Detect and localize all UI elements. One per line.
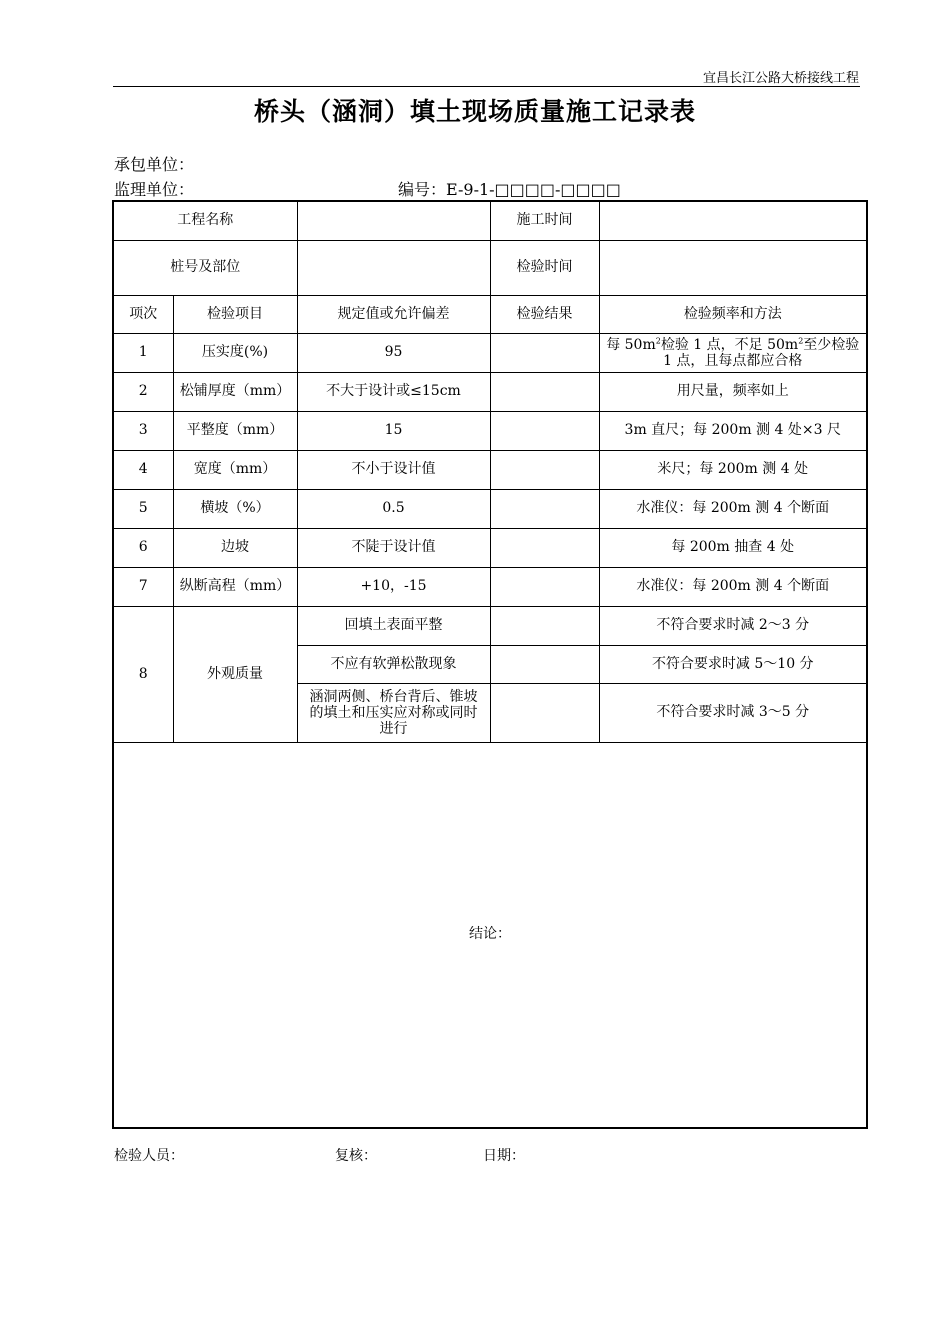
table-row [113,411,867,450]
table-row [113,567,867,606]
conclusion-label: 结论： [469,926,511,943]
spec-value: +10，-15 [297,567,490,606]
result-field[interactable] [490,450,599,489]
result-field[interactable] [490,645,599,683]
info-row-1 [113,201,867,240]
inspection-item: 外观质量 [173,606,297,742]
inspection-method: 不符合要求时减 2～3 分 [599,606,867,645]
station-label: 桩号及部位 [113,240,297,295]
inspection-method: 水准仪：每 200m 测 4 个断面 [599,567,867,606]
spec-value: 不大于设计或≤15cm [297,372,490,411]
inspection-item: 边坡 [173,528,297,567]
table-row [113,489,867,528]
inspection-item: 纵断高程（mm） [173,567,297,606]
table-row [113,372,867,411]
row-number: 7 [113,567,173,606]
contractor-label: 承包单位： [114,155,195,174]
date-label: 日期： [483,1148,525,1164]
row-number: 1 [113,333,173,372]
inspection-time-field[interactable] [599,240,867,295]
inspection-method: 水准仪：每 200m 测 4 个断面 [599,489,867,528]
spec-value: 不陡于设计值 [297,528,490,567]
spec-value: 涵洞两侧、桥台背后、锥坡的填土和压实应对称或同时进行 [297,683,490,742]
table-row [113,450,867,489]
project-name-label: 工程名称 [113,201,297,240]
result-field[interactable] [490,372,599,411]
construction-time-label: 施工时间 [490,201,599,240]
result-field[interactable] [490,489,599,528]
spec-value: 15 [297,411,490,450]
column-header: 规定值或允许偏差 [297,295,490,333]
result-field[interactable] [490,606,599,645]
inspection-method: 3m 直尺；每 200m 测 4 处×3 尺 [599,411,867,450]
project-header: 宜昌长江公路大桥接线工程 [702,71,859,86]
result-field[interactable] [490,411,599,450]
inspection-time-label: 检验时间 [490,240,599,295]
inspection-method: 不符合要求时减 5～10 分 [599,645,867,683]
row-number: 6 [113,528,173,567]
quality-record-table [112,200,868,1129]
document-number: 编号：E-9-1-□□□□-□□□□ [398,180,621,199]
inspection-item: 横坡（%） [173,489,297,528]
inspector-label: 检验人员： [114,1148,184,1164]
inspection-method: 每 $50m^2$检验 1 点，不足 $50m^2$至少检验 1 点，且每点都应合格 [599,333,867,372]
table-row [113,528,867,567]
result-field[interactable] [490,333,599,372]
row-number: 5 [113,489,173,528]
spec-value: 不应有软弹松散现象 [297,645,490,683]
result-field[interactable] [490,528,599,567]
spec-value: 回填土表面平整 [297,606,490,645]
row-number: 2 [113,372,173,411]
header-divider [113,86,860,87]
info-row-2 [113,240,867,295]
inspection-item: 平整度（mm） [173,411,297,450]
result-field[interactable] [490,567,599,606]
inspection-method: 每 200m 抽查 4 处 [599,528,867,567]
row-number: 4 [113,450,173,489]
inspection-method: 用尺量，频率如上 [599,372,867,411]
column-header: 检验频率和方法 [599,295,867,333]
spec-value: 不小于设计值 [297,450,490,489]
inspection-method: 不符合要求时减 3～5 分 [599,683,867,742]
column-header: 检验结果 [490,295,599,333]
conclusion-row [113,742,867,1128]
construction-time-field[interactable] [599,201,867,240]
table-row [113,333,867,372]
project-name-field[interactable] [297,201,490,240]
inspection-method: 米尺；每 200m 测 4 处 [599,450,867,489]
spec-value: 0.5 [297,489,490,528]
conclusion-field[interactable] [113,742,867,1128]
spec-value: 95 [297,333,490,372]
page-title: 桥头（涵洞）填土现场质量施工记录表 [253,97,696,126]
inspection-item: 压实度(%) [173,333,297,372]
station-field[interactable] [297,240,490,295]
row-number: 3 [113,411,173,450]
review-label: 复核： [335,1148,377,1164]
result-field[interactable] [490,683,599,742]
column-header: 项次 [113,295,173,333]
inspection-item: 松铺厚度（mm） [173,372,297,411]
column-header-row [113,295,867,333]
row-number: 8 [113,606,173,742]
inspection-item: 宽度（mm） [173,450,297,489]
appearance-row [113,606,867,645]
supervisor-label: 监理单位： [114,180,195,199]
column-header: 检验项目 [173,295,297,333]
